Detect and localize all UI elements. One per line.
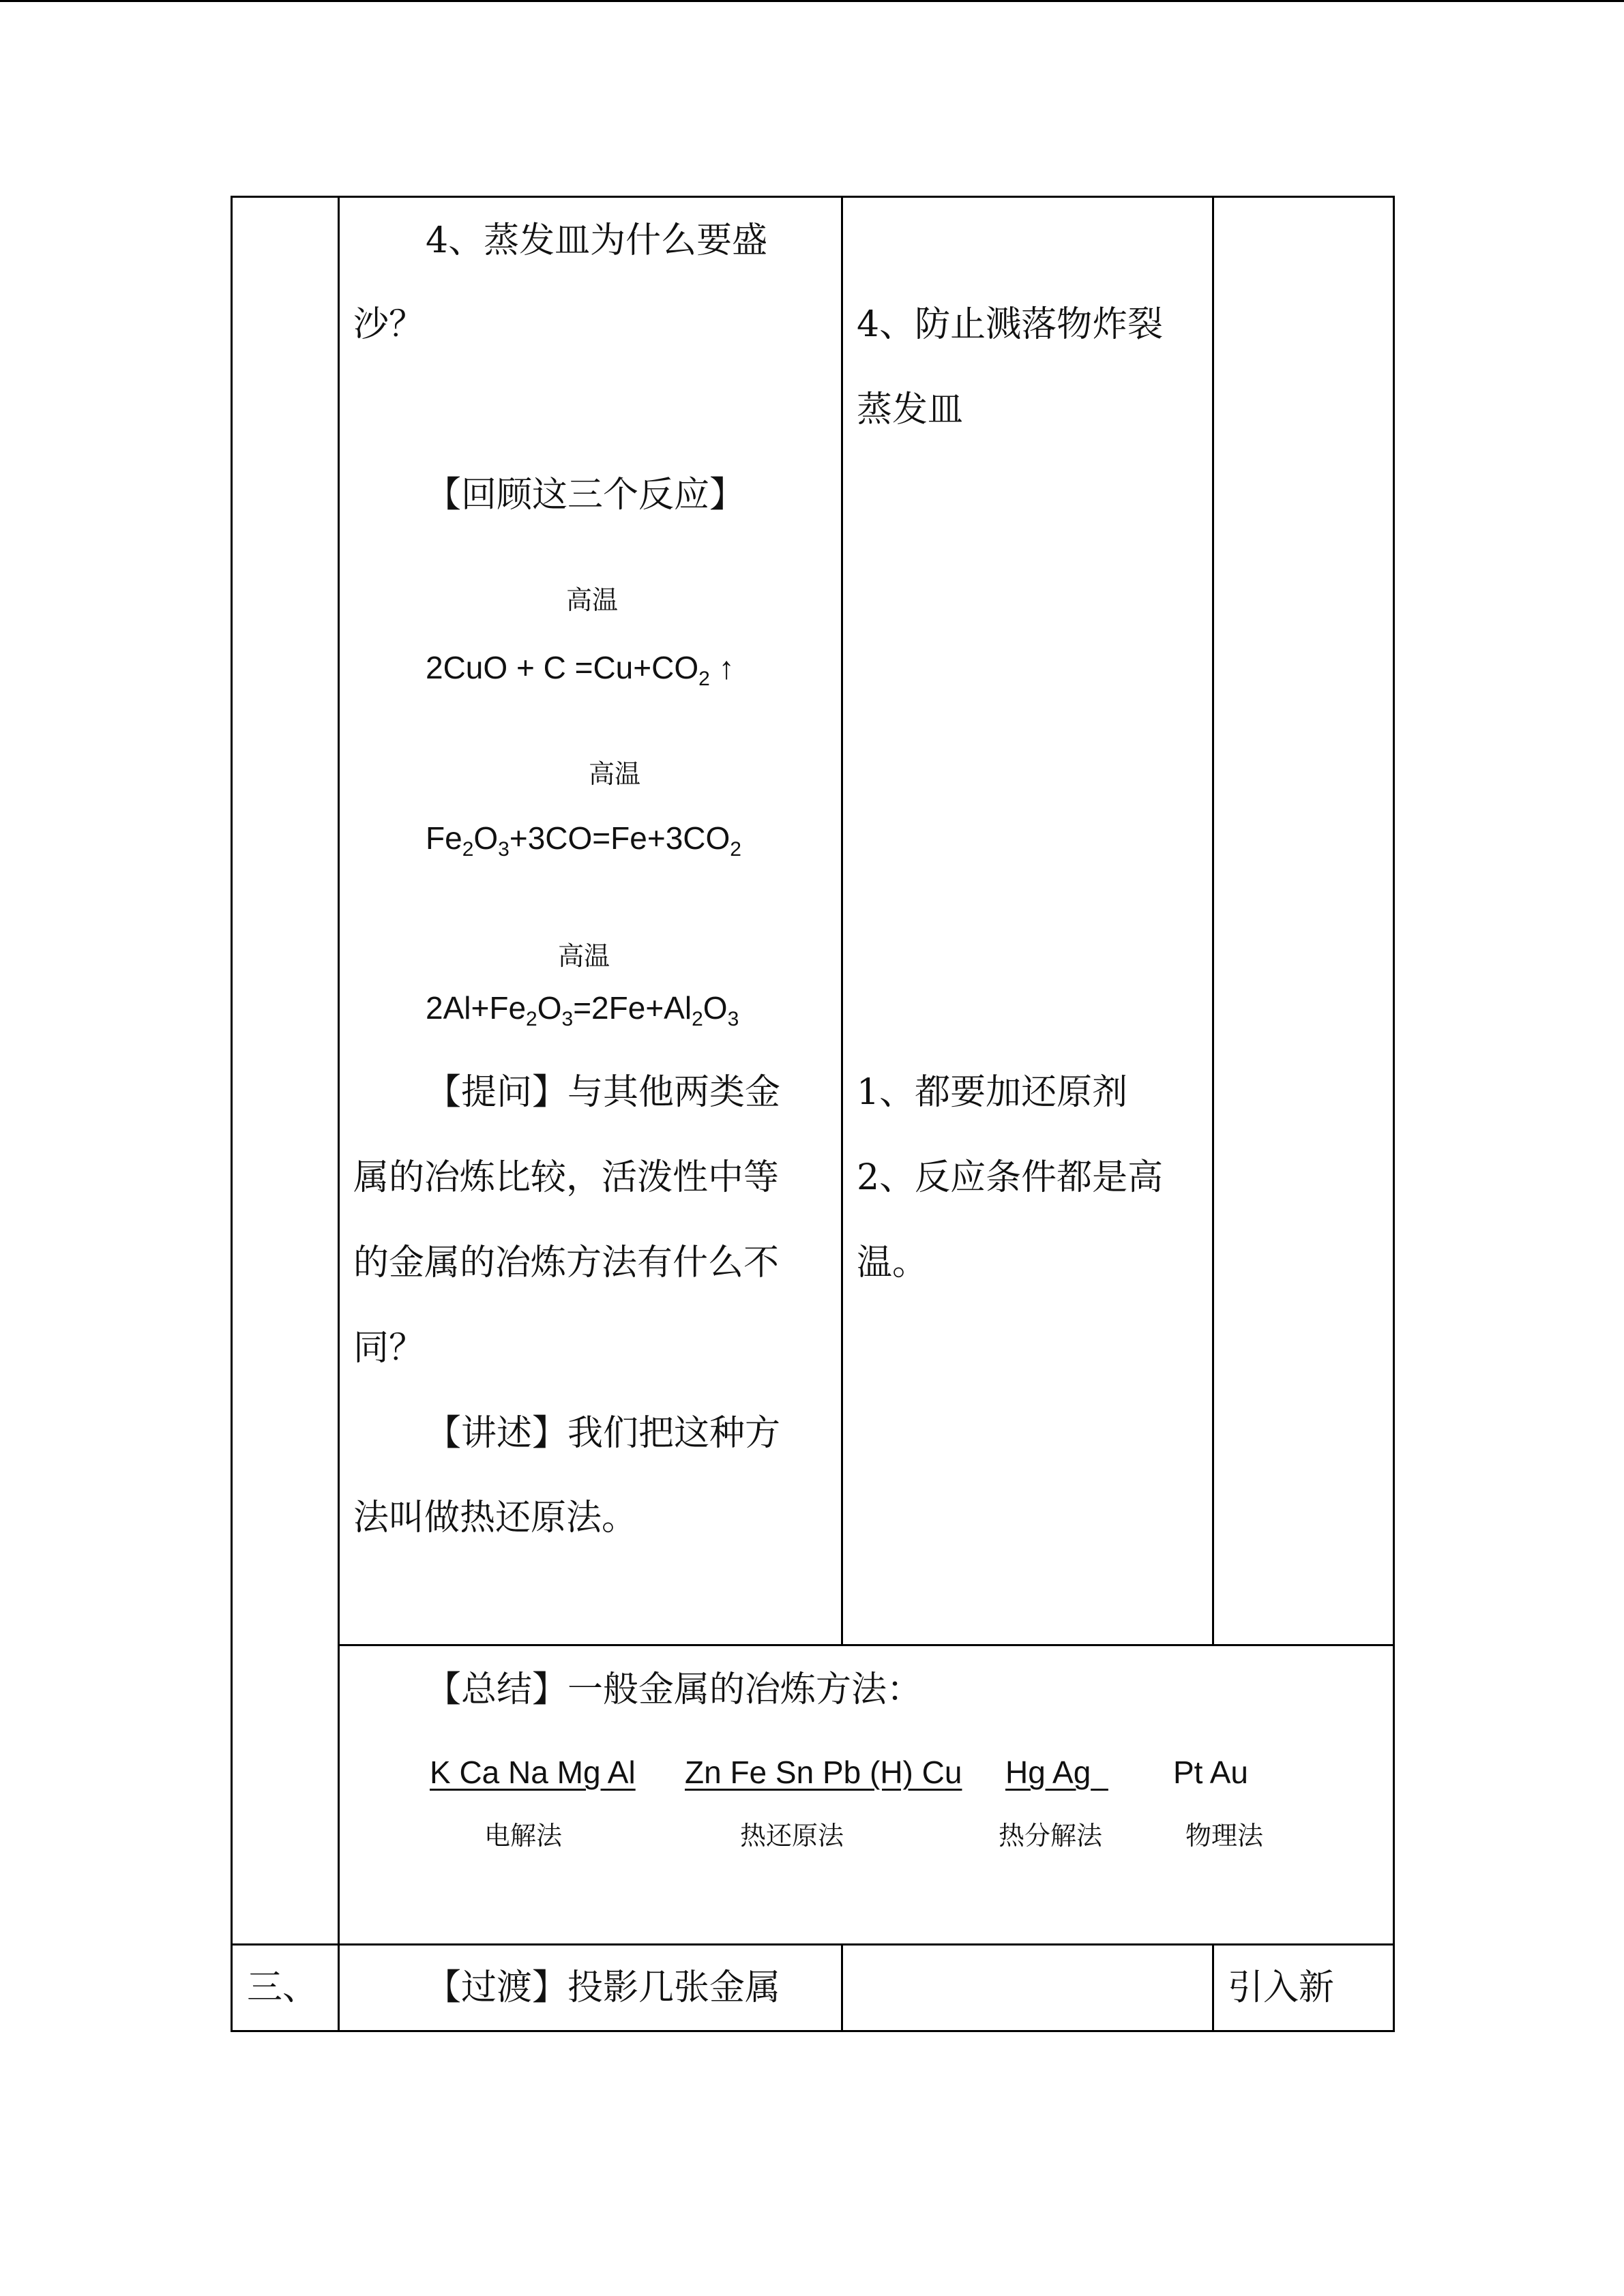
answer-1: 1、都要加还原剂 [857,1072,1128,1113]
metal-group-thermal-decomposition: Hg Ag [1005,1755,1091,1790]
reaction-3-equation: $2Al+Fe_2O_3=2Fe+Al_2O_3$ [426,990,739,1030]
reaction-2-equation: $Fe_2O_3+3CO=Fe+3CO_2$ [426,820,741,861]
col-divider-3-lower [1212,1943,1214,2032]
table-right-border [1393,196,1395,2032]
reaction-2-condition: 高温 [589,759,641,789]
transition-text: 【过渡】投影几张金属 [426,1967,781,2008]
col-divider-2-lower [841,1943,843,2032]
answer-2-line1: 2、反应条件都是高 [857,1157,1164,1198]
reaction-3-condition: 高温 [558,941,610,971]
design-note: 引入新 [1228,1967,1335,2008]
method-electrolysis: 电解法 [484,1821,563,1851]
page-top-border [0,0,1624,2]
reaction-1-condition: 高温 [566,585,619,615]
row-divider-last [231,1943,1395,1945]
answer-2-line2: 温。 [857,1242,928,1283]
col-divider-1 [338,196,340,2032]
answer-4-line2: 蒸发皿 [857,389,964,430]
metal-group-electrolysis: K Ca Na Mg Al [430,1755,636,1790]
table-left-border [231,196,233,2032]
table-bottom-border [231,2030,1395,2032]
question-4-line2: 沙？ [353,304,425,345]
review-heading: 【回顾这三个反应】 [426,475,745,516]
method-thermal-decomposition: 热分解法 [999,1821,1103,1851]
summary-title: 【总结】一般金属的冶炼方法： [426,1669,923,1710]
answer-4-line1: 4、防止溅落物炸裂 [857,304,1164,345]
question-line-2: 属的冶炼比较，活泼性中等 [353,1157,780,1198]
question-4-line1: 4、蒸发皿为什么要盛 [426,220,768,261]
step-number: 三、 [247,1967,319,2008]
lecture-line-2: 法叫做热还原法。 [353,1497,638,1538]
question-line-1: 【提问】与其他两类金 [426,1072,781,1113]
table-top-border [231,196,1395,198]
method-physical: 物理法 [1185,1821,1264,1851]
method-thermal-reduction: 热还原法 [740,1821,844,1851]
question-line-3: 的金属的冶炼方法有什么不 [353,1242,780,1283]
col-divider-3-upper [1212,196,1214,1646]
reaction-1-equation: $2CuO + C =Cu+CO_2$ ↑ [426,650,735,690]
row-divider-summary [338,1644,1395,1646]
question-line-4: 同？ [353,1328,425,1369]
metal-group-thermal-reduction: Zn Fe Sn Pb (H) Cu [685,1755,962,1790]
col-divider-2-upper [841,196,843,1646]
metal-group-physical: Pt Au [1173,1755,1248,1790]
lecture-line-1: 【讲述】我们把这种方 [426,1413,781,1454]
